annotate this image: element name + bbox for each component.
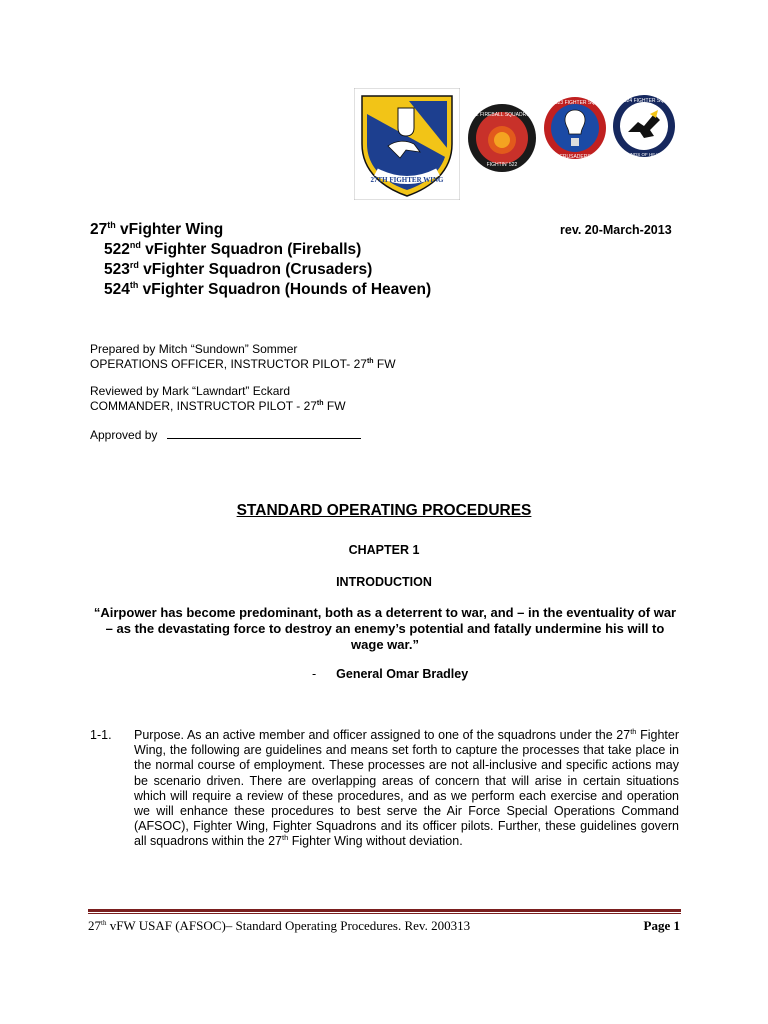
svg-text:524 FIGHTER SQ: 524 FIGHTER SQ [623,98,665,104]
crusaders-squadron-patch [542,92,608,164]
svg-text:CRUSADERS: CRUSADERS [559,154,591,160]
fireballs-squadron-patch [466,102,538,174]
wing-shield-logo [354,88,460,200]
revision-date: rev. 20-March-2013 [560,223,672,237]
chapter-heading: CHAPTER 1 [348,543,420,557]
quote-attribution: - General Omar Bradley [312,667,469,681]
page-number: Page 1 [643,918,680,933]
squadron-524-title: 524th vFighter Squadron (Hounds of Heaven) [104,280,432,298]
squadron-523-title: 523rd vFighter Squadron (Crusaders) [104,260,373,278]
svg-text:522 FIREBALL SQUADRON: 522 FIREBALL SQUADRON [470,112,534,118]
svg-text:523 FIGHTER SQ: 523 FIGHTER SQ [554,100,596,106]
svg-text:27TH FIGHTER WING: 27TH FIGHTER WING [370,176,444,184]
wing-title: 27th vFighter Wing [90,220,224,238]
reviewed-by-title: COMMANDER, INSTRUCTOR PILOT - 27th FW [90,399,346,413]
section-heading: INTRODUCTION [336,575,432,589]
reviewed-by-block [90,384,346,414]
paragraph-number: 1-1. [90,728,112,742]
approved-by-label: Approved by [90,428,158,442]
footer-document-info: 27th vFW USAF (AFSOC)– Standard Operating Procedures. Rev. 200313 [88,918,471,933]
unit-header [90,220,431,300]
svg-text:FIGHTIN' 522: FIGHTIN' 522 [486,162,518,168]
approval-signature-line [167,428,361,439]
document-title: STANDARD OPERATING PROCEDURES [236,502,532,519]
purpose-paragraph: Purpose. As an active member and officer assigned to one of the squadrons under the 27th Fighter Wing, the following are guidelines and means set forth to capture the processes that take place in the normal course of employment. These processes are not all-inclusive and specific actions may be scenario driven. There are overlapping areas of concern that will arise in certain situations which will require a review of these procedures, and as we perform each exercise and operation we will enhance these procedures to best serve the Air Force Special Operations Command (AFSOC), Fighter Wing, Fighter Squadrons and its officer pilots. Further, these guidelines govern all squadrons within the 27th Fighter Wing without deviation. [134,727,679,849]
epigraph-quote: “Airpower has become predominant, both as a deterrent to war, and – in the eventuality of war – as the devastating force to destroy an enemy’s potential and fatally undermine his will to wage war.” [93,605,677,652]
prepared-by-block [90,342,396,372]
footer-rule-thin [88,913,681,914]
squadron-522-title: 522nd vFighter Squadron (Fireballs) [104,240,362,258]
footer-rule [88,909,681,912]
svg-text:HOUNDS OF HEAVEN: HOUNDS OF HEAVEN [620,152,668,157]
squadron-logos [354,88,676,202]
hounds-squadron-patch [612,90,676,162]
prepared-by-line: Prepared by Mitch “Sundown” Sommer [90,342,298,356]
approved-by-block [90,428,361,443]
reviewed-by-line: Reviewed by Mark “Lawndart” Eckard [90,384,291,398]
prepared-by-title: OPERATIONS OFFICER, INSTRUCTOR PILOT- 27th FW [90,357,396,371]
